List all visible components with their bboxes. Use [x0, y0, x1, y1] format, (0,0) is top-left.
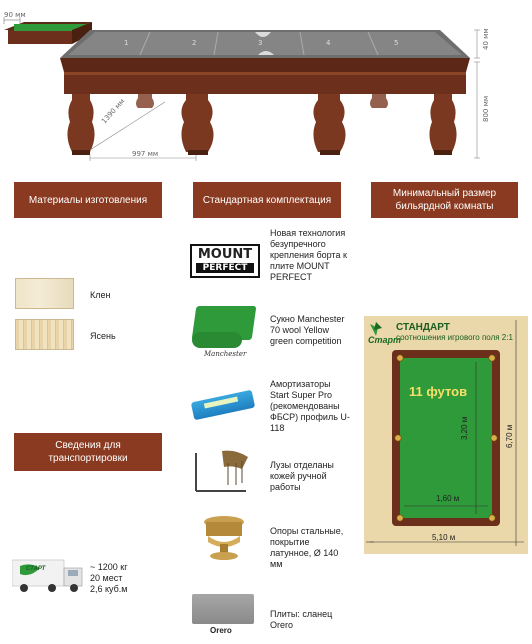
- table-illustration: [0, 0, 532, 170]
- width-label: 997 мм: [132, 150, 159, 158]
- table-size-label: 11 футов: [409, 384, 468, 399]
- pocket-label-3: 3: [258, 39, 263, 47]
- slate-text: Плиты: сланец Orero: [270, 609, 333, 630]
- table-frame: [60, 58, 470, 72]
- pocket-label-4: 4: [326, 39, 331, 47]
- pocket-text: Лузы отделаны кожей ручной работы: [270, 460, 334, 492]
- field-width-label: 1,60 м: [436, 494, 460, 503]
- ash-swatch: [15, 319, 74, 350]
- transport-header: Сведения для транспортировки: [14, 433, 162, 471]
- shock-absorber-image: [190, 388, 256, 424]
- room-subtitle: соотношения игрового поля 2:1: [396, 333, 513, 342]
- truck-image: [12, 556, 84, 596]
- cloth-text: Сукно Manchester 70 wool Yellow green competition: [270, 314, 345, 346]
- manchester-logo: Manchester: [204, 350, 247, 358]
- pocket-label-5: 5: [394, 39, 399, 47]
- leg-support-image: [196, 514, 252, 564]
- transport-places: 20 мест: [90, 573, 123, 583]
- pocket-label-1: 1: [124, 39, 129, 47]
- shock-absorber-text: Амортизаторы Start Super Pro (рекомендованы ФБСР) профиль U-118: [270, 379, 350, 433]
- room-width-label: 5,10 м: [432, 533, 456, 542]
- room-title: СТАНДАРТ: [396, 322, 450, 333]
- ash-label: Ясень: [90, 331, 116, 341]
- materials-header: Материалы изготовления: [14, 182, 162, 218]
- pocket-image: [192, 447, 254, 495]
- table-height-label: 800 мм: [482, 95, 490, 122]
- transport-weight: ~ 1200 кг: [90, 562, 128, 572]
- room-brand: Старт: [368, 335, 402, 345]
- transport-volume: 2,6 куб.м: [90, 584, 128, 594]
- cloth-image: [190, 306, 262, 362]
- mount-perfect-text: Новая технология безупречного крепления борта к плите MOUNT PERFECT: [270, 228, 347, 282]
- room-diagram: [364, 316, 528, 554]
- mount-perfect-logo: MOUNT PERFECT: [190, 244, 260, 278]
- slate-image: [190, 592, 256, 636]
- leg-support-text: Опоры стальные, покрытие латунное, Ø 140 мм: [270, 526, 344, 569]
- pocket-label-2: 2: [192, 39, 197, 47]
- orero-logo: Orero: [210, 626, 232, 635]
- maple-swatch: [15, 278, 74, 309]
- maple-label: Клен: [90, 290, 111, 300]
- field-height-label: 3,20 м: [460, 416, 469, 440]
- room-header: Минимальный размер бильярдной комнаты: [371, 182, 518, 218]
- standard-header: Стандартная комплектация: [193, 182, 341, 218]
- rail-height-label: 40 мм: [482, 28, 490, 50]
- diagonal-label: 1390 мм: [100, 97, 127, 126]
- truck-logo: СТАРТ: [26, 566, 46, 572]
- room-height-label: 6,70 м: [505, 424, 514, 448]
- rail-width-label: 90 мм: [4, 11, 26, 19]
